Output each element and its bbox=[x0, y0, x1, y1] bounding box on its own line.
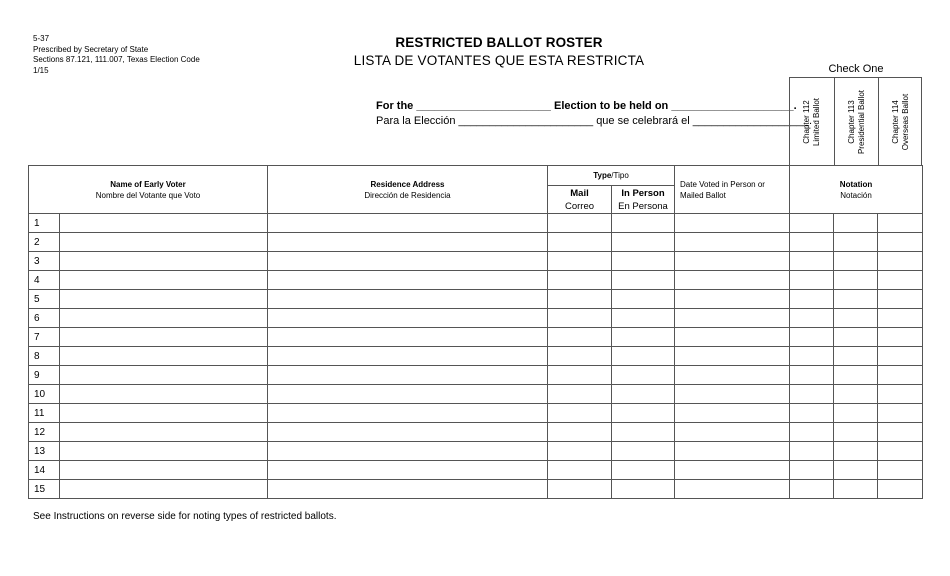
row-number: 10 bbox=[29, 385, 60, 404]
name-cell[interactable] bbox=[60, 328, 268, 347]
chapter-113-cell[interactable] bbox=[834, 461, 878, 480]
table-row bbox=[29, 328, 923, 347]
mail-cell[interactable] bbox=[548, 461, 612, 480]
in-person-cell[interactable] bbox=[612, 347, 675, 366]
check-option-label: Chapter 112 Limited Ballot bbox=[802, 97, 821, 147]
row-number: 8 bbox=[29, 347, 60, 366]
chapter-113-cell[interactable] bbox=[834, 442, 878, 461]
column-header-notation: Notation Notación bbox=[790, 166, 923, 214]
mail-cell[interactable] bbox=[548, 480, 612, 499]
chapter-113-cell[interactable] bbox=[834, 366, 878, 385]
address-cell[interactable] bbox=[268, 233, 548, 252]
mail-cell[interactable] bbox=[548, 347, 612, 366]
chapter-114-cell[interactable] bbox=[878, 423, 923, 442]
mail-cell[interactable] bbox=[548, 309, 612, 328]
date-cell[interactable] bbox=[675, 328, 790, 347]
chapter-113-cell[interactable] bbox=[834, 233, 878, 252]
chapter-113-cell[interactable] bbox=[834, 480, 878, 499]
chapter-114-cell[interactable] bbox=[878, 214, 923, 233]
row-number: 2 bbox=[29, 233, 60, 252]
name-cell[interactable] bbox=[60, 404, 268, 423]
address-cell[interactable] bbox=[268, 461, 548, 480]
in-person-cell[interactable] bbox=[612, 442, 675, 461]
chapter-112-cell[interactable] bbox=[790, 347, 834, 366]
column-header-address: Residence Address Dirección de Residencia bbox=[268, 166, 548, 214]
date-cell[interactable] bbox=[675, 480, 790, 499]
election-line-spanish: Para la Elección ______________________ que se celebrará el ___________________. bbox=[376, 115, 813, 127]
in-person-cell[interactable] bbox=[612, 309, 675, 328]
in-person-cell[interactable] bbox=[612, 328, 675, 347]
revision-date: 1/15 bbox=[33, 65, 49, 75]
in-person-cell[interactable] bbox=[612, 233, 675, 252]
chapter-113-cell[interactable] bbox=[834, 423, 878, 442]
check-one-box bbox=[789, 77, 922, 166]
date-cell[interactable] bbox=[675, 461, 790, 480]
mail-cell[interactable] bbox=[548, 252, 612, 271]
election-line-english: For the ______________________ Election to be held on ____________________. bbox=[376, 100, 797, 112]
row-number: 11 bbox=[29, 404, 60, 423]
table-row bbox=[29, 461, 923, 480]
chapter-114-cell[interactable] bbox=[878, 328, 923, 347]
roster-table bbox=[28, 165, 923, 499]
name-cell[interactable] bbox=[60, 290, 268, 309]
chapter-114-cell[interactable] bbox=[878, 309, 923, 328]
check-option-label: Chapter 114 Overseas Ballot bbox=[891, 93, 910, 151]
date-cell[interactable] bbox=[675, 347, 790, 366]
column-header-in-person: In Person En Persona bbox=[612, 186, 675, 214]
form-number: 5-37 bbox=[33, 34, 50, 43]
name-cell[interactable] bbox=[60, 461, 268, 480]
date-cell[interactable] bbox=[675, 385, 790, 404]
row-number: 4 bbox=[29, 271, 60, 290]
mail-cell[interactable] bbox=[548, 290, 612, 309]
chapter-114-cell[interactable] bbox=[878, 347, 923, 366]
table-row bbox=[29, 385, 923, 404]
chapter-112-cell[interactable] bbox=[790, 309, 834, 328]
row-number: 9 bbox=[29, 366, 60, 385]
column-header-date: Date Voted in Person or Mailed Ballot bbox=[675, 166, 790, 214]
date-cell[interactable] bbox=[675, 423, 790, 442]
date-cell[interactable] bbox=[675, 290, 790, 309]
chapter-112-cell[interactable] bbox=[790, 366, 834, 385]
date-cell[interactable] bbox=[675, 309, 790, 328]
in-person-cell[interactable] bbox=[612, 461, 675, 480]
address-cell[interactable] bbox=[268, 366, 548, 385]
row-number: 13 bbox=[29, 442, 60, 461]
chapter-114-cell[interactable] bbox=[878, 290, 923, 309]
chapter-114-cell[interactable] bbox=[878, 252, 923, 271]
name-cell[interactable] bbox=[60, 480, 268, 499]
check-option-chapter-113[interactable] bbox=[834, 78, 879, 166]
date-cell[interactable] bbox=[675, 366, 790, 385]
name-cell[interactable] bbox=[60, 252, 268, 271]
chapter-114-cell[interactable] bbox=[878, 233, 923, 252]
name-cell[interactable] bbox=[60, 442, 268, 461]
address-cell[interactable] bbox=[268, 214, 548, 233]
mail-cell[interactable] bbox=[548, 214, 612, 233]
table-row bbox=[29, 366, 923, 385]
table-row bbox=[29, 480, 923, 499]
table-row bbox=[29, 214, 923, 233]
date-cell[interactable] bbox=[675, 214, 790, 233]
table-row bbox=[29, 423, 923, 442]
chapter-112-cell[interactable] bbox=[790, 442, 834, 461]
mail-cell[interactable] bbox=[548, 328, 612, 347]
mail-cell[interactable] bbox=[548, 271, 612, 290]
address-cell[interactable] bbox=[268, 347, 548, 366]
chapter-114-cell[interactable] bbox=[878, 480, 923, 499]
check-option-chapter-114[interactable] bbox=[878, 78, 923, 166]
chapter-113-cell[interactable] bbox=[834, 252, 878, 271]
row-number: 12 bbox=[29, 423, 60, 442]
chapter-112-cell[interactable] bbox=[790, 423, 834, 442]
address-cell[interactable] bbox=[268, 423, 548, 442]
table-row bbox=[29, 290, 923, 309]
date-cell[interactable] bbox=[675, 404, 790, 423]
table-row bbox=[29, 347, 923, 366]
chapter-114-cell[interactable] bbox=[878, 385, 923, 404]
mail-cell[interactable] bbox=[548, 404, 612, 423]
check-option-chapter-112[interactable] bbox=[790, 78, 834, 166]
chapter-112-cell[interactable] bbox=[790, 271, 834, 290]
check-option-label: Chapter 113 Presidential Ballot bbox=[847, 89, 866, 155]
name-cell[interactable] bbox=[60, 214, 268, 233]
address-cell[interactable] bbox=[268, 328, 548, 347]
row-number: 14 bbox=[29, 461, 60, 480]
chapter-113-cell[interactable] bbox=[834, 347, 878, 366]
table-row bbox=[29, 442, 923, 461]
name-cell[interactable] bbox=[60, 309, 268, 328]
chapter-113-cell[interactable] bbox=[834, 328, 878, 347]
table-row bbox=[29, 309, 923, 328]
row-number: 7 bbox=[29, 328, 60, 347]
date-cell[interactable] bbox=[675, 233, 790, 252]
name-cell[interactable] bbox=[60, 385, 268, 404]
chapter-112-cell[interactable] bbox=[790, 385, 834, 404]
column-header-mail: Mail Correo bbox=[548, 186, 612, 214]
chapter-112-cell[interactable] bbox=[790, 214, 834, 233]
chapter-114-cell[interactable] bbox=[878, 271, 923, 290]
table-row bbox=[29, 233, 923, 252]
footer-note: See Instructions on reverse side for noting types of restricted ballots. bbox=[33, 511, 337, 522]
title-spanish: LISTA DE VOTANTES QUE ESTA RESTRICTA bbox=[353, 53, 645, 68]
row-number: 15 bbox=[29, 480, 60, 499]
chapter-112-cell[interactable] bbox=[790, 233, 834, 252]
mail-cell[interactable] bbox=[548, 423, 612, 442]
chapter-114-cell[interactable] bbox=[878, 404, 923, 423]
in-person-cell[interactable] bbox=[612, 290, 675, 309]
name-cell[interactable] bbox=[60, 423, 268, 442]
table-row bbox=[29, 271, 923, 290]
chapter-112-cell[interactable] bbox=[790, 480, 834, 499]
column-header-type: Type/Tipo bbox=[548, 166, 675, 186]
row-number: 1 bbox=[29, 214, 60, 233]
chapter-112-cell[interactable] bbox=[790, 252, 834, 271]
mail-cell[interactable] bbox=[548, 366, 612, 385]
prescribed-by: Prescribed by Secretary of State bbox=[33, 44, 149, 54]
chapter-113-cell[interactable] bbox=[834, 309, 878, 328]
in-person-cell[interactable] bbox=[612, 423, 675, 442]
chapter-112-cell[interactable] bbox=[790, 290, 834, 309]
chapter-113-cell[interactable] bbox=[834, 271, 878, 290]
address-cell[interactable] bbox=[268, 290, 548, 309]
chapter-113-cell[interactable] bbox=[834, 214, 878, 233]
address-cell[interactable] bbox=[268, 442, 548, 461]
row-number: 6 bbox=[29, 309, 60, 328]
chapter-114-cell[interactable] bbox=[878, 461, 923, 480]
table-row bbox=[29, 252, 923, 271]
chapter-113-cell[interactable] bbox=[834, 385, 878, 404]
in-person-cell[interactable] bbox=[612, 404, 675, 423]
chapter-114-cell[interactable] bbox=[878, 366, 923, 385]
table-row bbox=[29, 404, 923, 423]
address-cell[interactable] bbox=[268, 480, 548, 499]
date-cell[interactable] bbox=[675, 252, 790, 271]
mail-cell[interactable] bbox=[548, 442, 612, 461]
name-cell[interactable] bbox=[60, 271, 268, 290]
address-cell[interactable] bbox=[268, 252, 548, 271]
address-cell[interactable] bbox=[268, 271, 548, 290]
title-english: RESTRICTED BALLOT ROSTER bbox=[395, 35, 603, 50]
row-number: 5 bbox=[29, 290, 60, 309]
date-cell[interactable] bbox=[675, 271, 790, 290]
date-cell[interactable] bbox=[675, 442, 790, 461]
code-sections: Sections 87.121, 111.007, Texas Election Code bbox=[33, 55, 200, 64]
address-cell[interactable] bbox=[268, 309, 548, 328]
in-person-cell[interactable] bbox=[612, 366, 675, 385]
address-cell[interactable] bbox=[268, 385, 548, 404]
mail-cell[interactable] bbox=[548, 385, 612, 404]
name-cell[interactable] bbox=[60, 347, 268, 366]
row-number: 3 bbox=[29, 252, 60, 271]
in-person-cell[interactable] bbox=[612, 252, 675, 271]
name-cell[interactable] bbox=[60, 366, 268, 385]
chapter-112-cell[interactable] bbox=[790, 328, 834, 347]
chapter-114-cell[interactable] bbox=[878, 442, 923, 461]
chapter-113-cell[interactable] bbox=[834, 290, 878, 309]
mail-cell[interactable] bbox=[548, 233, 612, 252]
name-cell[interactable] bbox=[60, 233, 268, 252]
address-cell[interactable] bbox=[268, 404, 548, 423]
in-person-cell[interactable] bbox=[612, 480, 675, 499]
chapter-113-cell[interactable] bbox=[834, 404, 878, 423]
chapter-112-cell[interactable] bbox=[790, 404, 834, 423]
in-person-cell[interactable] bbox=[612, 385, 675, 404]
chapter-112-cell[interactable] bbox=[790, 461, 834, 480]
in-person-cell[interactable] bbox=[612, 271, 675, 290]
roster-body bbox=[29, 214, 923, 499]
check-one-label: Check One bbox=[828, 63, 884, 75]
in-person-cell[interactable] bbox=[612, 214, 675, 233]
column-header-name: Name of Early Voter Nombre del Votante que Voto bbox=[29, 166, 268, 214]
